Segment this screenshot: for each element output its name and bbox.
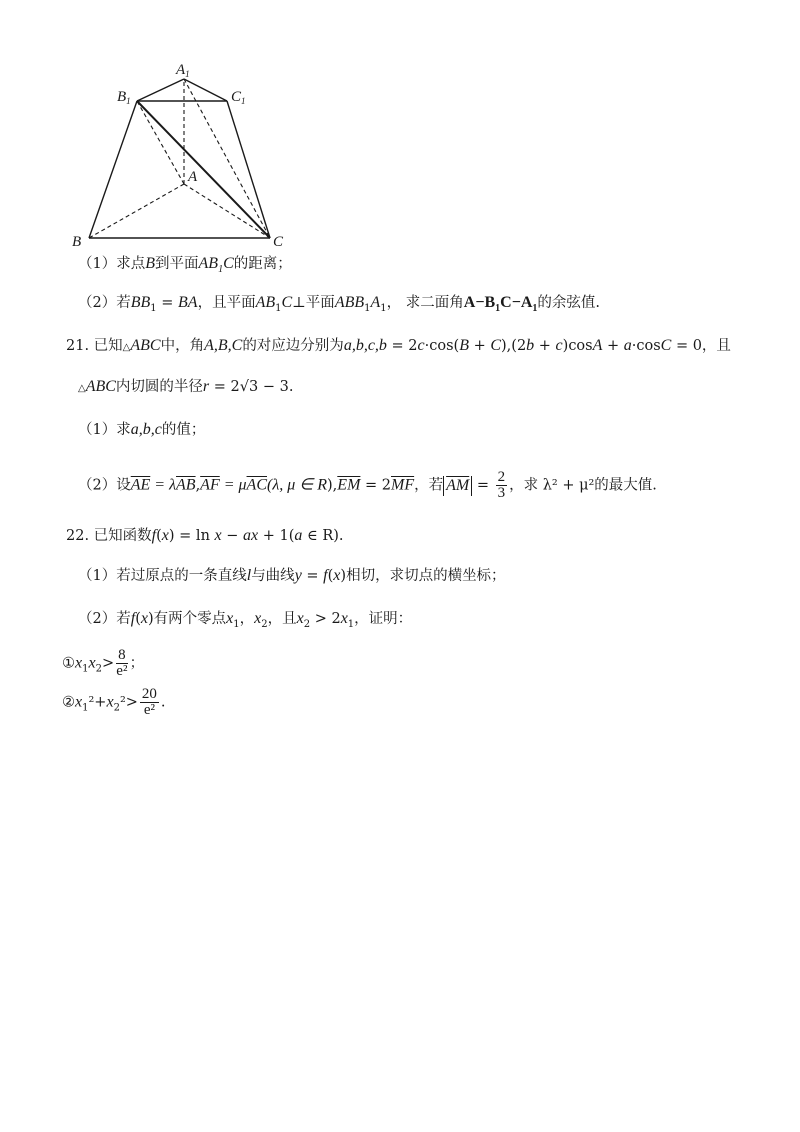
q21-intro: 21. 已知△ABC中，角A,B,C的对应边分别为a,b,c,b = 2c·cos(B + C),(2b + c)cosA + a·cosC = 0，且 [66,337,731,354]
label-a: A [188,169,198,185]
fraction-two-thirds: $\frac{2}{3}$ [497,469,506,501]
q22-part1: （1）若过原点的一条直线l与曲线y = f(x)相切，求切点的横坐标； [78,567,506,584]
edge-a1-c1 [184,79,227,101]
q20-part1: （1）求点B到平面$AB_1C$的距离； [78,255,292,275]
q22-part2: （2）若f(x)有两个零点$x_1$，$x_2$，且$x_2 > 2x_1$，证明： [78,610,413,630]
label-b: B [72,234,82,250]
q22-intro: 22. 已知函数f(x) = ln x − ax + 1(a ∈ R). [66,527,344,544]
edge-c-c1 [227,101,270,238]
edge-a-c-dashed [184,184,270,238]
label-c: C [273,234,284,250]
edge-b1-c [137,101,270,238]
edge-a-b-dashed [89,184,184,238]
label-c1: $C_1$ [231,89,246,106]
q21-part1: （1）求a,b,c的值； [78,421,206,438]
label-a1: $A_1$ [176,62,190,79]
label-b1: $B_1$ [117,89,131,106]
q21-intro-line2: △ABC内切圆的半径r = 2√3 − 3. [78,378,294,395]
q22-statement-1: $①x_1x_2>$ $\frac{8}{\text{e²}}$ ； [62,647,145,679]
edge-b1-a1 [137,79,184,101]
fraction-8-over-e2: $\frac{8}{\text{e²}}$ [116,647,128,679]
fraction-20-over-e2: $\frac{20}{\text{e²}}$ [141,686,157,718]
edge-b-b1 [89,101,137,238]
frustum-figure [0,0,800,260]
q22-statement-2: $②x_1^2+x_2^2>$ $\frac{20}{\text{e²}}$ . [62,686,166,718]
q21-part2: （2）设$\overline{AE} = \lambda\overline{AB},\overline{AF} = \mu\overline{AC}(\lambda$, μ ∈ $R),\overline{EM} = 2\overline{MF}$，若 $\overline{AM}$ = $\frac{2}{3}$ ，求 λ² + μ²的最大值. [78,469,657,501]
q20-part2: （2）若$BB_1$ = BA，且平面$AB_1C\perp$平面$ABB_1A_1$， 求二面角$A-B_1C-A_1$的余弦值. [78,294,600,314]
